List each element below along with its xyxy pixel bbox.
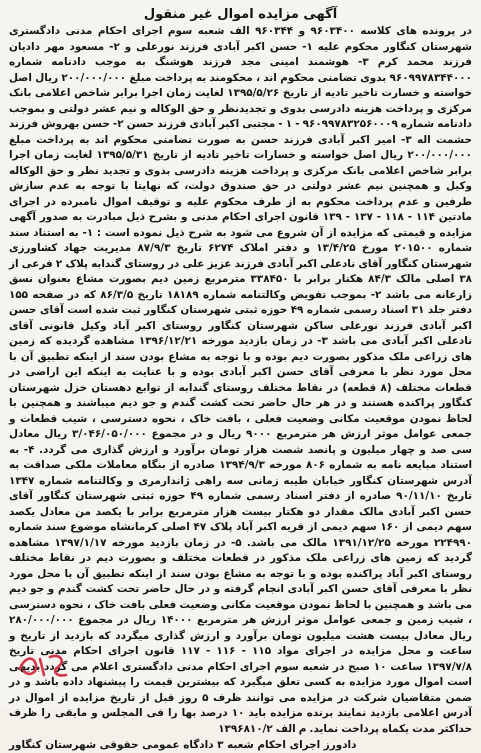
notice-body: در پرونده های کلاسه ۹۶۰۳۴۰۰ و ۹۶۰۳۴۴ الف شعبه سوم اجرای احکام مدنی دادگستری شهرستان کنگاور محکوم علیه ۱- حسن اکبر آبادی فرزند نورعلی و ۲- مسعود مهر دادیان فرزند محمد کرم ۳- هوشمند امینی مجد فرزند هوشنگ به موجب دادنامه شماره ۹۶۰۹۹۷۸۳۴۴۰۰۰ بدوی تضامنی محکوم اند ، محکومند به پرداخت مبلغ ۲۰۰/۰۰۰/۰۰۰ ریال اصل خواسته و خسارت تاخیر تادیه از تاریخ ۱۳۹۵/۵/۲۶ لغایت زمان اجرا برابر شاخص اعلامی بانک مرکزی و پرداخت هزینه دادرسی بدوی و تجدیدنظر و حق الوکاله و نیم عشر دولتی و بموجب دادنامه شماره ۹۶۰۹۹۷۸۳۲۵۶۰۰۰۹ - ۱ - مجتبی اکبر آبادی فرزند حسن ۲- حسن بهروش فرزند حشمت اله ۳- امیر اکبر آبادی فرزند حسن به صورت تضامنی محکوم اند به پرداخت مبلغ ۲۰۰/۰۰۰/۰۰۰ ریال اصل خواسته و خسارات تاخیر تادیه از تاریخ ۱۳۹۵/۵/۳۱ لغایت زمان اجرا برابر شاخص اعلامی بانک مرکزی و پرداخت هزینه دادرسی بدوی و تجدید نظر و حق الوکاله وکیل و همچنین نیم عشر دولتی در حق صندوق دولت، که نهایتا با توجه به عدم سازش طرفین و عدم پرداخت محکوم به از طرف محکوم علیه و توقیف اموال نامبرده در اجرای مادتین ۱۱۴ - ۱۱۸ - ۱۳۷ - ۱۳۹ قانون اجرای احکام مدنی و بشرح ذیل مبادرت به صدور آگهی مزایده و قیمتی که مزایده از آن شروع می شود به شرح ذیل نموده است : ۱- به استناد سند شماره ۲۰۱۵۰۰ مورخ ۱۳/۴/۲۵ و دفتر املاک ۶۲۷۴ تاریخ ۸۷/۹/۳ مدیریت جهاد کشاورزی شهرستان کنگاور آقای نادعلی اکبر آبادی فرزند عزیز علی در روستای گندابه پلاک ۲ فرعی از ۳۸ اصلی مالک ۸۴/۳ هکتار برابر با ۳۳۸۴۵۰ مترمربع زمین دیم بصورت مشاع بعنوان نسق زارعانه می باشد ۲- بموجب تفویض وکالتنامه شماره ۱۸۱۸۹ تاریخ ۸۶/۳/۵ که در صفحه ۱۵۵ دفتر جلد ۳۱ اسناد رسمی شماره ۴۹ حوزه ثبتی شهرستان کنگاور ثبت شده است آقای حسن اکبر آبادی فرزند نورعلی ساکن شهرستان کنگاور روستای اکبر آباد وکیل قانونی آقای نادعلی اکبر آبادی می باشد ۳- در زمان بازدید مورخه ۱۳۹۶/۱۲/۲۱ مشاهده گردیده که زمین های زراعی ملک مذکور بصورت دیم بوده و با توجه به مشاع بودن سند از اینکه تطبیق آن با محل مورد نظر با معرفی آقای حسن اکبر آبادی بوده و با عنایت به اینکه این اراضی در قطعات مختلف (۸ قطعه) در نقاط مختلف روستای گندابه از توابع دهستان خزل شهرستان کنگاور پراکنده هستند و در هر حال حاضر تحت کشت گندم و جو دیم میباشند و همچنین با لحاظ نمودن موقعیت مکانی وضعیت فعلی ، بافت خاک ، نحوه دسترسی ، شیب قطعات و جمعی عوامل موثر ارزش هر مترمربع ۹۰۰۰ ریال و در مجموع ۳/۰۴۶/۰۵۰/۰۰۰ ریال معادل سی صد و چهار میلیون و پانصد شصت هزار تومان برآورد و ارزش گذاری می گردد. ۴- به استناد مبایعه نامه به شماره ۸۰۶ مورخه ۱۳۹۴/۹/۳ صادره از بنگاه معاملات ملکی صداقت به آدرس شهرستان کنگاور خیابان طیبه زمانی سه راهی ژاندارمری و وکالتنامه شماره ۱۳۴۷ تاریخ ۹۰/۱۱/۱۰ صادره از دفتر اسناد رسمی شماره ۴۹ حوزه ثبتی شهرستان کنگاور آقای حسن اکبر آبادی مالک مقدار دو هکتار بیست هزار مترمربع برابر با یکصد من معادل یکصد سهم دیمی از ۱۶۰ سهم دیمی از قریه اکبر آباد پلاک ۴۷ اصلی کرمانشاه موضوع سند شماره ۲۲۴۹۹۰ مورخه ۱۳۹۱/۱۲/۲۵ مالک می باشد. ۵- در زمان بازدید مورخه ۱۳۹۷/۱/۱۷ مشاهده گردید که زمین های زراعی ملک مذکور در قطعات مختلف و بصورت دیم در نقاط مختلف روستای اکبر آباد پراکنده بوده و با توجه به مشاع بودن سند از اینکه تطبیق آن با محل مورد نظر با معرفی آقای حسن اکبر آبادی انجام گرفته و در حال حاضر تحت کشت گندم و جو دیم می باشد و همچنین با لحاظ نمودن موقعیت مکانی وضعیت فعلی بافت خاک ، نحوه دسترسی ، شیب زمین و جمعی عوامل موثر ارزش هر مترمربع ۱۴۰۰۰ ریال در مجموع ۲۸۰/۰۰۰/۰۰۰ ریال معادل بیست هشت میلیون تومان برآورد و ارزش گذاری میگردد که بازدید از تاریخ و ساعت و محل مزایده در اجرای مواد ۱۱۵ - ۱۱۶ - ۱۱۷ قانون اجرای احکام مدنی تاریخ ۱۳۹۷/۷/۸ ساعت ۱۰ صبح در شعبه سوم اجرای احکام مدنی دادگستری اعلام می گردد بدیهی است اموال مورد مزایده به کسی تعلق میگیرد که بیشترین قیمت را پیشنهاد داده باشد و در ضمن متقاضیان شرکت در مزایده می توانند ظرف ۵ روز قبل از تاریخ مزایده از اموال در آدرس اعلامی بازدید نمایند برنده مزایده باید ۱۰ درصد بها را فی المجلس و مابقی را ظرف حداکثر مدت یکماه پرداخت نماید. م الف ۱۳۹۶۸۱۰/۲ xyxy=(8,25,473,735)
notice-title: آگهی مزایده اموال غیر منقول xyxy=(143,7,338,22)
notice-signature: دادورز اجرای احکام شعبه ۳ دادگاه عمومی حقوقی شهرستان کنگاور xyxy=(9,739,357,751)
red-handwritten-mark xyxy=(14,647,72,681)
